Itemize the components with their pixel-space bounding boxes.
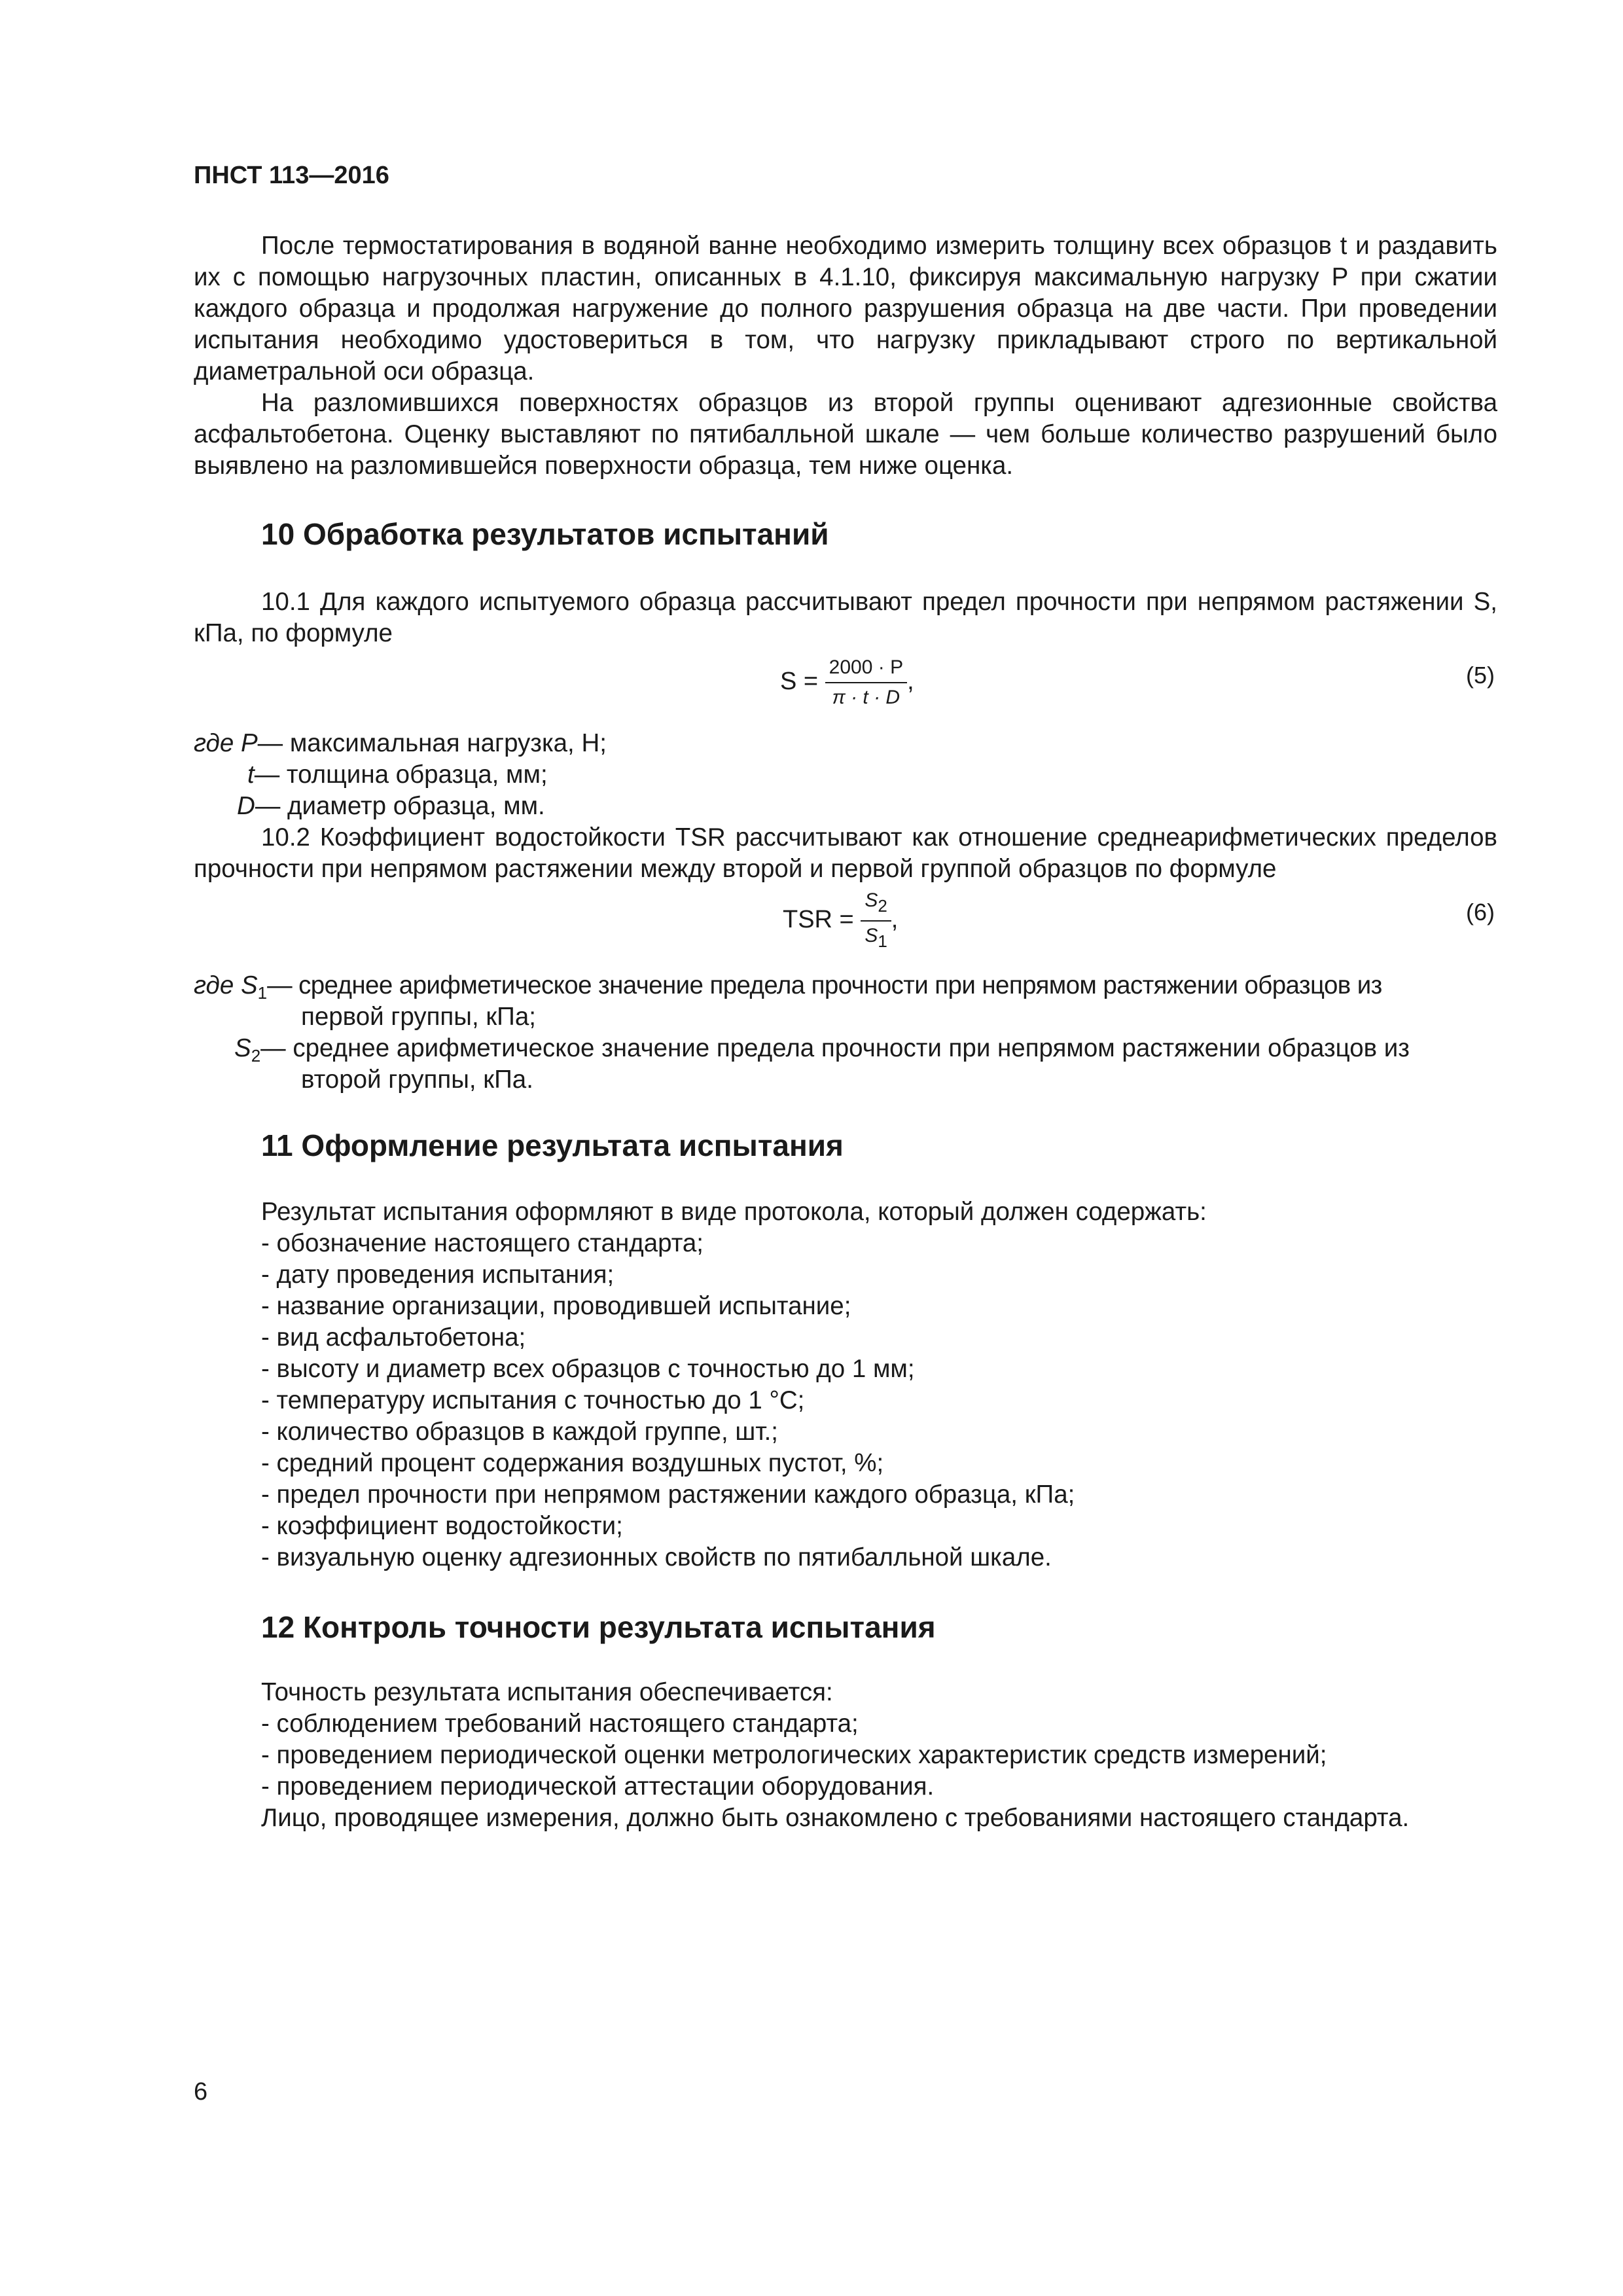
section-10-paragraph-2-block [194,822,1497,885]
list-item: - количество образцов в каждой группе, шт.; [261,1418,779,1446]
where-5-symbol-d: D [237,792,255,820]
formula-5-number: (5) [1466,662,1495,689]
formula-6-denominator [861,922,891,956]
list-item: - коэффициент водостойкости; [261,1512,623,1540]
formula-5 [780,653,914,712]
where-6-row-2-continued: второй группы, кПа. [301,1066,533,1094]
list-item: - предел прочности при непрямом растяжении каждого образца, кПа; [261,1480,1075,1509]
intro-paragraph-1: После термостатирования в водяной ванне необходимо измерить толщину всех образцов t и раздавить их с помощью нагрузочных пластин, описанных в 4.1.10, фиксируя максимальную нагрузку P при сжатии каждого образца и продолжая нагружение до полного разрушения образца на две части. При проведении испытания необходимо удостовериться в том, что нагрузку прикладывают строго по вертикальной диаметральной оси образца. [194,232,1497,386]
list-item: - вид асфальтобетона; [261,1323,526,1352]
intro-paragraph-2: На разломившихся поверхностях образцов из второй группы оценивают адгезионные свойства асфальтобетона. Оценку выставляют по пятибалльной шкале — чем больше количество разрушений было выявлено на разломившейся поверхности образца, тем ниже оценка. [194,389,1497,480]
section-11-lead: Результат испытания оформляют в виде протокола, который должен содержать: [261,1198,1207,1226]
formula-5-denominator: π · t · D [832,687,901,708]
intro-block [194,230,1497,482]
list-item: - визуальную оценку адгезионных свойств по пятибалльной шкале. [261,1543,1052,1571]
formula-6-denominator-symbol: S [865,925,878,946]
list-item: - дату проведения испытания; [261,1261,615,1289]
section-10-title: 10 Обработка результатов испытаний [261,517,829,551]
formula-6-lhs: TSR = [783,906,854,934]
list-item: - проведением периодической аттестации оборудования. [261,1772,935,1801]
page-number: 6 [194,2078,208,2106]
where-5-row-3 [237,791,545,822]
formula-6-numerator [861,886,891,922]
list-item: - название организации, проводившей испытание; [261,1292,851,1320]
where-6-text-s2: — среднее арифметическое значение предела прочности при непрямом растяжении образцов из [260,1034,1410,1062]
formula-6-numerator-symbol: S [865,889,878,911]
list-item: - высоту и диаметр всех образцов с точностью до 1 мм; [261,1355,915,1383]
where-5-row-1 [194,728,607,759]
where-5-text-p: — максимальная нагрузка, Н; [257,729,607,757]
where-5-text-t: — толщина образца, мм; [254,761,548,789]
list-item: - проведением периодической оценки метрологических характеристик средств измерений; [261,1741,1327,1769]
list-item: - соблюдением требований настоящего стандарта; [261,1710,859,1738]
formula-5-lhs: S = [780,668,819,696]
where-5-text-d: — диаметр образца, мм. [255,792,545,820]
list-item: - средний процент содержания воздушных пустот, %; [261,1449,884,1477]
where-6-row-1-continued: первой группы, кПа; [301,1003,536,1031]
where-6-symbol-s1: где S [194,971,258,999]
section-12-title: 12 Контроль точности результата испытания [261,1610,936,1644]
section-12-lead: Точность результата испытания обеспечивается: [261,1678,833,1706]
list-item: - обозначение настоящего стандарта; [261,1229,704,1257]
document-header: ПНСТ 113—2016 [194,162,389,189]
section-11-title: 11 Оформление результата испытания [261,1128,844,1162]
formula-6-tail: , [891,906,899,934]
where-5-symbol-t: t [247,761,255,789]
formula-5-numerator: 2000 · P [825,653,907,683]
formula-5-tail: , [907,668,914,696]
formula-6-denominator-subscript: 1 [878,931,887,951]
formula-6-fraction [861,886,891,956]
formula-6-number: (6) [1466,899,1495,925]
where-6-symbol-s2-subscript: 2 [251,1046,261,1066]
section-12-list [261,1677,1505,1834]
list-item: - температуру испытания с точностью до 1 °С; [261,1386,805,1414]
section-10-paragraph-2: 10.2 Коэффициент водостойкости TSR рассчитывают как отношение среднеарифметических пределов прочности при непрямом растяжении между второй и первой группой образцов по формуле [194,823,1497,883]
section-10-paragraph-1: 10.1 Для каждого испытуемого образца рассчитывают предел прочности при непрямом растяжении S, кПа, по формуле [194,588,1497,647]
section-11-list [261,1196,1505,1573]
where-6-symbol-s2: S [234,1034,251,1062]
formula-6 [783,886,898,956]
where-5-row-2 [247,759,548,791]
section-12-closing: Лицо, проводящее измерения, должно быть ознакомлено с требованиями настоящего стандарта. [261,1804,1410,1832]
formula-5-fraction [825,653,907,712]
where-5-symbol-p: где P [194,729,258,757]
where-6-symbol-s1-subscript: 1 [257,983,268,1003]
where-6-text-s1: — среднее арифметическое значение предела прочности при непрямом растяжении образцов из [267,971,1382,999]
formula-6-numerator-subscript: 2 [878,896,887,916]
section-10-paragraph-1-block [194,586,1497,649]
